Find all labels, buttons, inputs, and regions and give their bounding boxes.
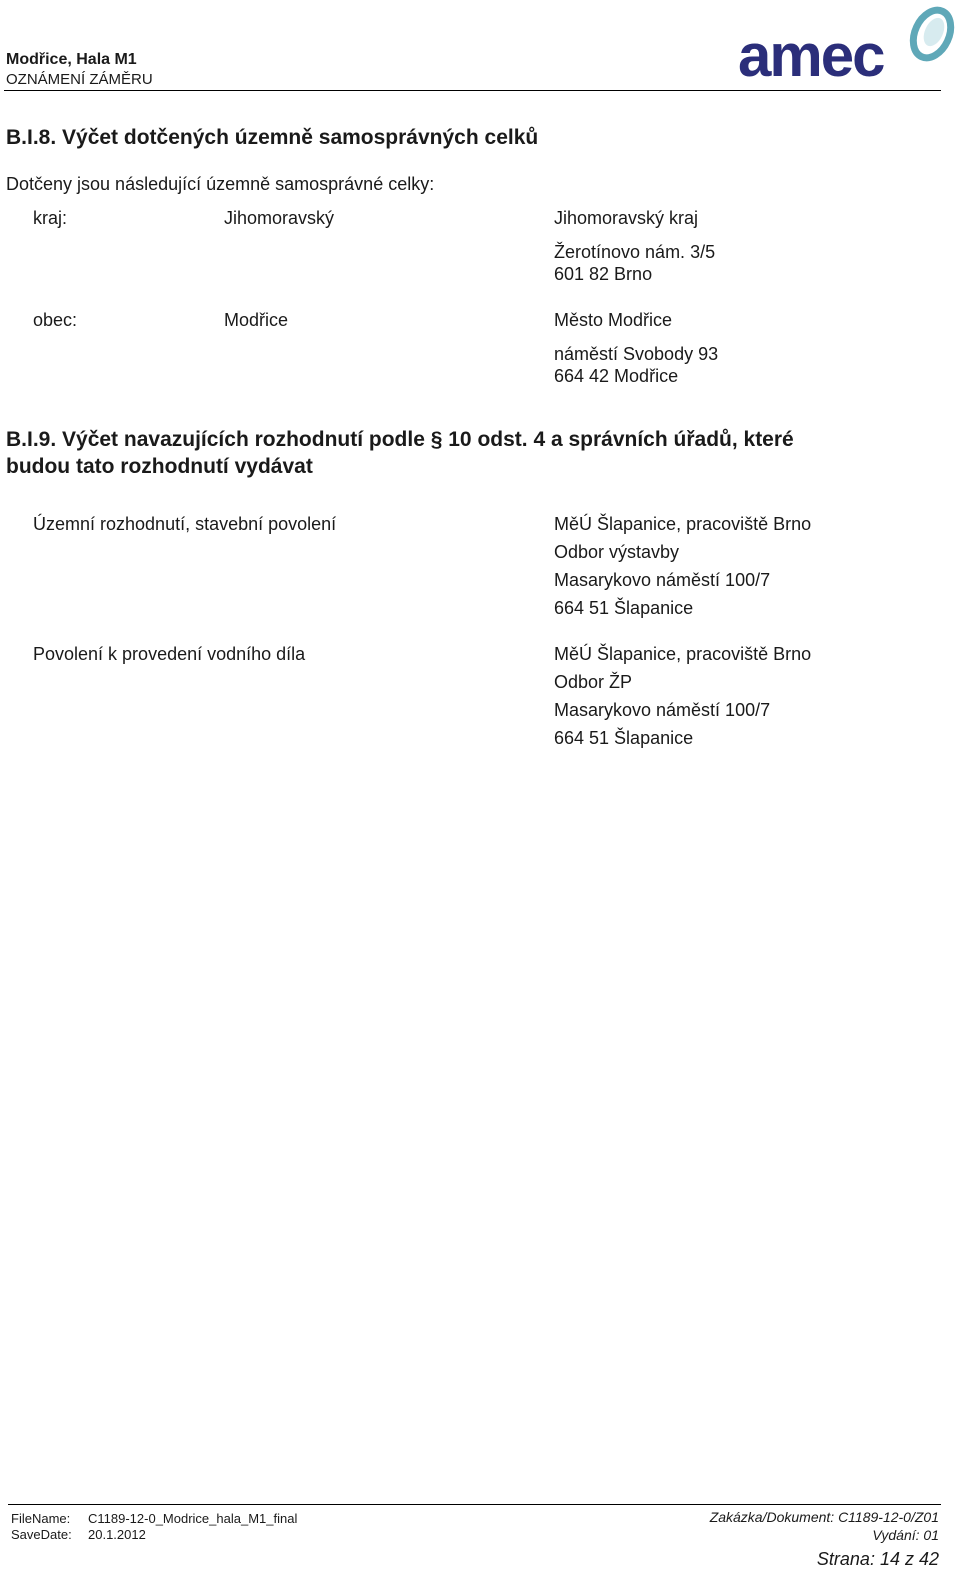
row-name-kraj: Jihomoravský	[224, 208, 335, 228]
amec-logo	[736, 2, 956, 84]
address-line: Žerotínovo nám. 3/5	[554, 242, 716, 262]
row-name-obec: Modřice	[224, 310, 289, 330]
filename-value: C1189-12-0_Modrice_hala_M1_final	[88, 1511, 298, 1526]
section-lead: Dotčeny jsou následující územně samosprávné celky:	[6, 174, 435, 194]
office-line: Masarykovo náměstí 100/7	[554, 700, 771, 720]
document-subtitle: OZNÁMENÍ ZÁMĚRU	[6, 71, 153, 88]
decision-type: Územní rozhodnutí, stavební povolení	[33, 514, 337, 534]
address-line: Město Modřice	[554, 310, 673, 330]
office-line: Masarykovo náměstí 100/7	[554, 570, 771, 590]
office-line: MěÚ Šlapanice, pracoviště Brno	[554, 644, 812, 664]
office-line: 664 51 Šlapanice	[554, 728, 694, 748]
filename-label: FileName:	[11, 1511, 71, 1526]
row-label-obec: obec:	[33, 310, 78, 330]
address-line: Jihomoravský kraj	[554, 208, 699, 228]
section-heading-b18: B.I.8. Výčet dotčených územně samosprávných celků	[6, 126, 539, 149]
document-title: Modřice, Hala M1	[6, 51, 137, 68]
page-number: Strana: 14 z 42	[816, 1549, 939, 1569]
savedate-value: 20.1.2012	[88, 1527, 146, 1542]
logo-text: amec	[738, 22, 884, 84]
section-heading-b19-cont: budou tato rozhodnutí vydávat	[6, 455, 313, 478]
address-line: náměstí Svobody 93	[554, 344, 719, 364]
office-line: Odbor ŽP	[554, 672, 633, 692]
decision-type: Povolení k provedení vodního díla	[33, 644, 306, 664]
office-line: 664 51 Šlapanice	[554, 598, 694, 618]
savedate-label: SaveDate:	[11, 1527, 72, 1542]
footer-rule	[8, 1504, 941, 1505]
header-rule	[4, 90, 941, 91]
address-line: 664 42 Modřice	[554, 366, 679, 386]
amec-logo-icon	[736, 2, 956, 84]
office-line: MěÚ Šlapanice, pracoviště Brno	[554, 514, 812, 534]
address-line: 601 82 Brno	[554, 264, 653, 284]
row-label-kraj: kraj:	[33, 208, 68, 228]
section-heading-b19: B.I.9. Výčet navazujících rozhodnutí podle § 10 odst. 4 a správních úřadů, které	[6, 428, 794, 451]
issue-number: Vydání: 01	[872, 1527, 939, 1543]
document-reference: Zakázka/Dokument: C1189-12-0/Z01	[709, 1509, 939, 1525]
office-line: Odbor výstavby	[554, 542, 680, 562]
